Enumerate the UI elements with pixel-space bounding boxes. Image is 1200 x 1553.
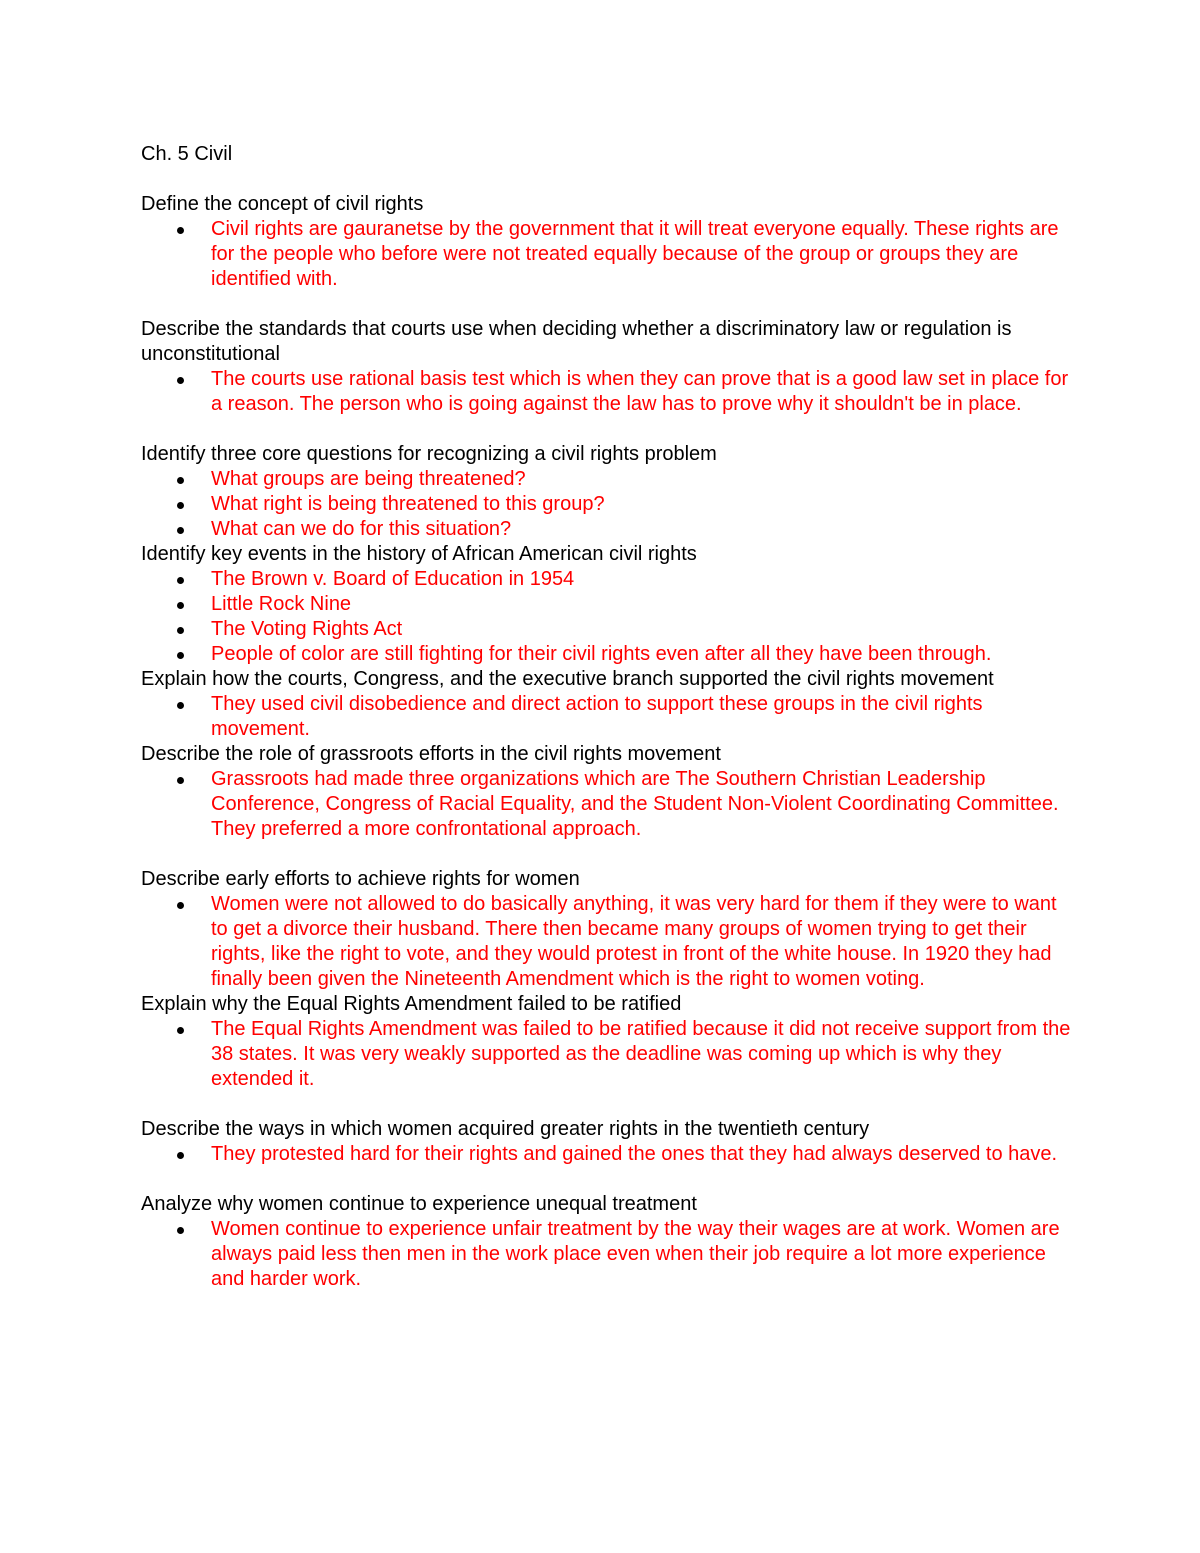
answer-text: The Voting Rights Act (211, 618, 403, 640)
answer-item (141, 567, 1071, 592)
bullet-icon (177, 777, 184, 784)
blank-line (141, 292, 1071, 317)
bullet-icon (177, 527, 184, 534)
bullet-icon (177, 227, 184, 234)
blank-line (141, 1092, 1071, 1117)
bullet-icon (177, 477, 184, 484)
answer-text: The Brown v. Board of Education in 1954 (211, 568, 575, 590)
bullet-icon (177, 602, 184, 609)
bullet-icon (177, 377, 184, 384)
bullet-icon (177, 502, 184, 509)
answer-text: What groups are being threatened? (211, 468, 526, 490)
answer-list (141, 217, 1071, 292)
question-heading: Explain how the courts, Congress, and the executive branch supported the civil rights movement (141, 668, 994, 690)
answer-list (141, 467, 1071, 542)
answer-text: What can we do for this situation? (211, 518, 512, 540)
answer-list (141, 692, 1071, 742)
answer-item (141, 692, 1071, 742)
bullet-icon (177, 1227, 184, 1234)
answer-text: What right is being threatened to this group? (211, 493, 605, 515)
answer-text: They used civil disobedience and direct action to support these groups in the civil rights movement. (211, 693, 983, 740)
answer-text: Grassroots had made three organizations which are The Southern Christian Leadership Conference, Congress of Racial Equality, and the Student Non-Violent Coordinating Committee. They preferred a more confrontational approach. (211, 768, 1059, 840)
document-page (141, 142, 1071, 1292)
answer-item (141, 1217, 1071, 1292)
answer-list (141, 567, 1071, 667)
answer-text: Women were not allowed to do basically anything, it was very hard for them if they were to want to get a divorce their husband. There then became many groups of women trying to get their rights, like the right to vote, and they would protest in front of the white house. In 1920 they had finally been given the Nineteenth Amendment which is the right to women voting. (211, 893, 1057, 990)
answer-item (141, 467, 1071, 492)
answer-item (141, 1142, 1071, 1167)
answer-item (141, 517, 1071, 542)
answer-item (141, 492, 1071, 517)
question-heading: Describe the ways in which women acquired greater rights in the twentieth century (141, 1118, 870, 1140)
bullet-icon (177, 1027, 184, 1034)
bullet-icon (177, 702, 184, 709)
document-title: Ch. 5 Civil (141, 143, 233, 165)
answer-item (141, 642, 1071, 667)
bullet-icon (177, 627, 184, 634)
answer-text: Civil rights are gauranetse by the government that it will treat everyone equally. These rights are for the people who before were not treated equally because of the group or groups they are identified with. (211, 218, 1059, 290)
question-heading: Describe early efforts to achieve rights for women (141, 868, 580, 890)
question-heading: Describe the role of grassroots efforts in the civil rights movement (141, 743, 721, 765)
blank-line (141, 417, 1071, 442)
question-heading: Identify three core questions for recognizing a civil rights problem (141, 443, 717, 465)
blank-line (141, 842, 1071, 867)
question-heading: Identify key events in the history of African American civil rights (141, 543, 697, 565)
answer-list (141, 767, 1071, 842)
answer-text: Women continue to experience unfair treatment by the way their wages are at work. Women are always paid less then men in the work place even when their job require a lot more experience and harder work. (211, 1218, 1060, 1290)
question-heading: Describe the standards that courts use when deciding whether a discriminatory law or regulation is unconstitutional (141, 318, 1012, 365)
bullet-icon (177, 902, 184, 909)
document-body (141, 192, 1071, 1292)
answer-item (141, 767, 1071, 842)
answer-item (141, 617, 1071, 642)
answer-text: People of color are still fighting for their civil rights even after all they have been through. (211, 643, 992, 665)
answer-item (141, 592, 1071, 617)
answer-text: The Equal Rights Amendment was failed to be ratified because it did not receive support from the 38 states. It was very weakly supported as the deadline was coming up which is why they extended it. (211, 1018, 1071, 1090)
answer-list (141, 892, 1071, 992)
bullet-icon (177, 652, 184, 659)
answer-list (141, 367, 1071, 417)
question-heading: Analyze why women continue to experience unequal treatment (141, 1193, 697, 1215)
bullet-icon (177, 1152, 184, 1159)
answer-item (141, 892, 1071, 992)
answer-item (141, 367, 1071, 417)
blank-line (141, 1167, 1071, 1192)
answer-list (141, 1217, 1071, 1292)
answer-list (141, 1142, 1071, 1167)
question-heading: Explain why the Equal Rights Amendment failed to be ratified (141, 993, 682, 1015)
answer-item (141, 217, 1071, 292)
answer-text: The courts use rational basis test which is when they can prove that is a good law set in place for a reason. The person who is going against the law has to prove why it shouldn't be in place. (211, 368, 1069, 415)
answer-text: Little Rock Nine (211, 593, 352, 615)
question-heading: Define the concept of civil rights (141, 193, 424, 215)
bullet-icon (177, 577, 184, 584)
answer-item (141, 1017, 1071, 1092)
answer-list (141, 1017, 1071, 1092)
answer-text: They protested hard for their rights and gained the ones that they had always deserved to have. (211, 1143, 1058, 1165)
blank-line (141, 167, 1071, 192)
